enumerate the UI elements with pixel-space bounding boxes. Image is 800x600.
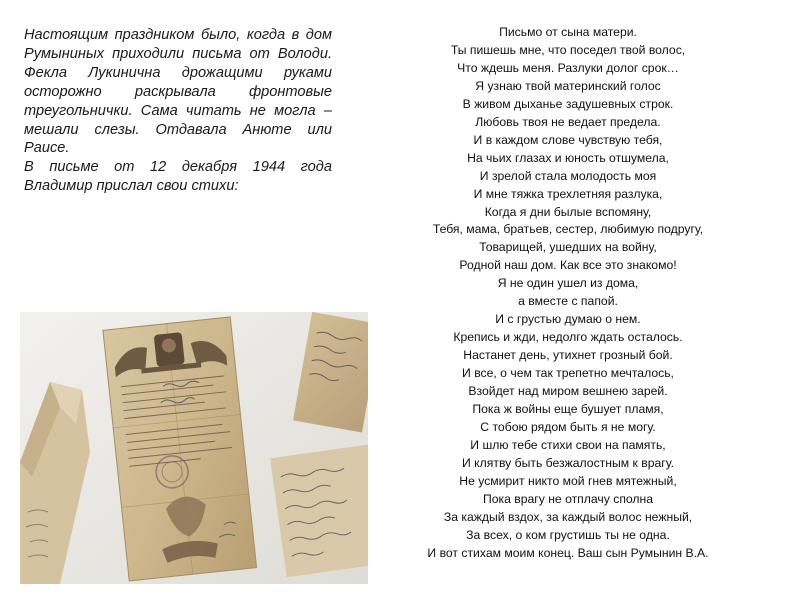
poem-line: И с грустью думаю о нем. xyxy=(495,312,641,327)
poem-line: а вместе с папой. xyxy=(518,294,618,309)
poem-line: Когда я дни былые вспомяну, xyxy=(484,204,652,219)
wartime-letters-photo xyxy=(20,312,368,584)
poem-block xyxy=(388,24,748,563)
poem-line: Пока врагу не отплачу сполна xyxy=(482,491,654,506)
poem-line: И клятву быть безжалостным к врагу. xyxy=(462,455,674,470)
intro-paragraph-1: Настоящим праздником было, когда в дом Румыниных приходили письма от Володи. Фекла Лукинична дрожащими руками осторожно раскрывала фронтовые треугольнички. Сама читать не могла – мешали слезы. Отдавала Анюте или Раисе. xyxy=(24,27,332,157)
poem-line: И зрелой стала молодость моя xyxy=(479,168,657,183)
poem-line: Пока ж войны еще бушует пламя, xyxy=(472,402,664,417)
poem-line: Что ждешь меня. Разлуки долог срок… xyxy=(457,60,679,75)
poem-line: Ты пишешь мне, что поседел твой волос, xyxy=(450,42,686,57)
poem-line: И в каждом слове чувствую тебя, xyxy=(473,132,663,147)
right-bottom-letter xyxy=(270,445,368,578)
poem-line: И мне тяжка трехлетняя разлука, xyxy=(473,186,663,201)
poem-line: С тобою рядом быть я не могу. xyxy=(480,419,656,434)
letters-illustration xyxy=(20,312,368,584)
poem-line: На чьих глазах и юность отшумела, xyxy=(467,150,669,165)
central-certificate xyxy=(103,317,257,581)
poem-line: Тебя, мама, братьев, сестер, любимую подругу, xyxy=(432,222,704,237)
poem-line: Не усмирит никто мой гнев мятежный, xyxy=(459,473,677,488)
poem-line: За каждый вздох, за каждый волос нежный, xyxy=(443,509,693,524)
poem-line: Взойдет над миром вешнею зарей. xyxy=(468,384,668,399)
poem-line: За всех, о ком грустишь ты не одна. xyxy=(466,527,670,542)
poem-line: И шлю тебе стихи свои на память, xyxy=(470,437,666,452)
poem-line: Родной наш дом. Как все это знакомо! xyxy=(459,258,677,273)
poem-line: Настанет день, утихнет грозный бой. xyxy=(463,348,673,363)
poem-line: И вот стихам моим конец. Ваш сын Румынин В.А. xyxy=(427,545,709,560)
poem-line: Письмо от сына матери. xyxy=(499,25,637,39)
poem-line: В живом дыханье задушевных строк. xyxy=(462,96,674,111)
poem-line: Я не один ушел из дома, xyxy=(497,276,639,291)
intro-paragraph-2: В письме от 12 декабря 1944 года Владимир прислал свои стихи: xyxy=(24,159,332,195)
poem-line: И все, о чем так трепетно мечталось, xyxy=(462,366,674,381)
poem-line: Товарищей, ушедших на войну, xyxy=(479,240,657,255)
poem-line: Крепись и жди, недолго ждать осталось. xyxy=(453,330,683,345)
intro-text-block xyxy=(24,26,332,196)
poem-line: Любовь твоя не ведает предела. xyxy=(475,114,661,129)
poem-line: Я узнаю твой материнский голос xyxy=(475,78,661,93)
